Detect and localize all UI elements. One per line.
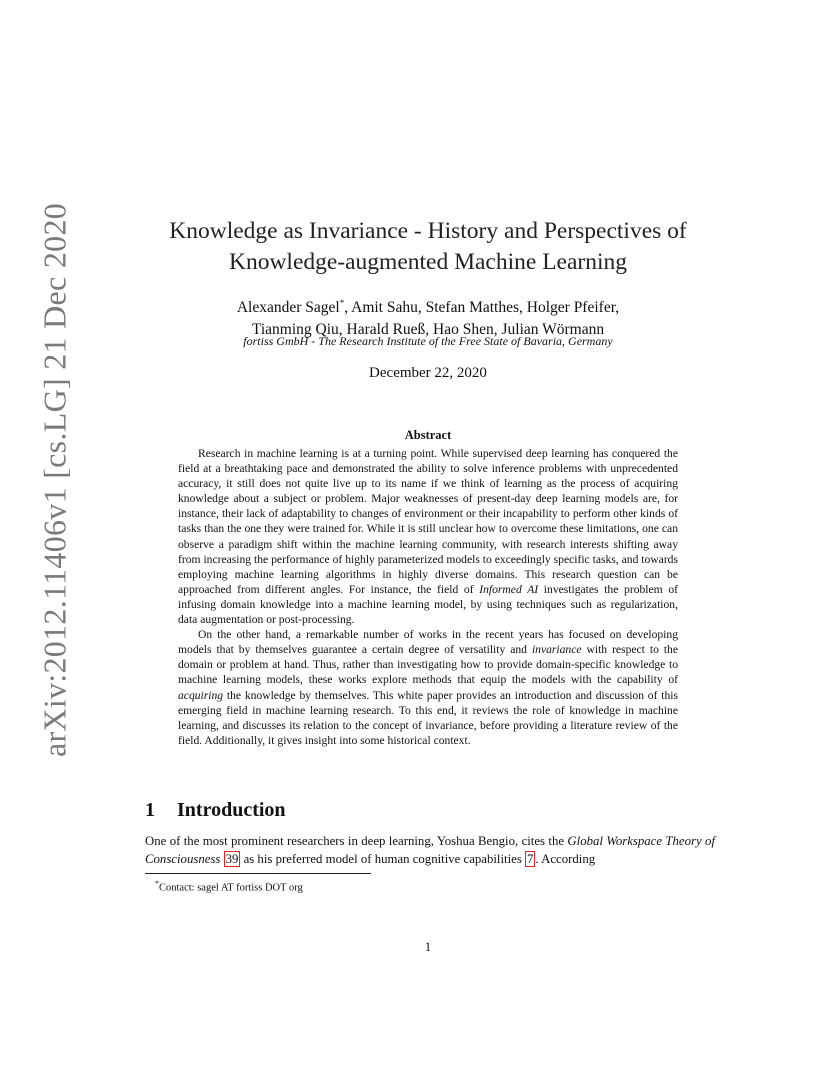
first-author: Alexander Sagel (236, 299, 340, 317)
footnote-text: Contact: sagel AT fortiss DOT org (159, 882, 303, 894)
section-number: 1 (145, 799, 155, 821)
footnote-rule (145, 873, 371, 874)
abstract-p1-emphasis: Informed AI (479, 582, 539, 596)
footnote (155, 877, 303, 896)
abstract-p2-text-a: On the other hand, a remarkable number of works in the recent years has focused on developing models that by themselves guarantee a certain degree of versatility and (178, 628, 678, 657)
citation-link[interactable]: 39 (225, 851, 239, 866)
abstract-p1-text-b: investigates the problem of infusing domain knowledge into a machine learning model, by using techniques such as regularization, data augmentation or post-processing. (178, 582, 678, 627)
author-line-2: Tianming Qiu, Harald Rueß, Hao Shen, Julian Wörmann (251, 321, 605, 339)
intro-text-d: . According (535, 851, 596, 866)
abstract-heading: Abstract (404, 428, 452, 442)
abstract-p1-text-a: Research in machine learning is at a turning point. While supervised deep learning has conquered the field at a breathtaking pace and demonstrated the ability to solve inference problems with unprecedented accuracy, it still does not quite live up to its name if we think of learning as the process of acquiring knowledge about a subject or problem. Major weaknesses of present-day deep learning models are, for instance, their lack of adaptability to changes of environment or their incapability to perform other kinds of tasks than the one they were trained for. While it is still unclear how to overcome these limitations, one can observe a paradigm shift within the machine learning community, with research interests shifting away from increasing the performance of highly parameterized models to exceedingly specific tasks, and towards employing machine learning algorithms in highly diverse domains. This research question can be approached from different angles. For instance, the field of (178, 447, 678, 596)
section-title: Introduction (177, 799, 286, 821)
paper-title (150, 216, 706, 278)
abstract-p2-emphasis-2: acquiring (178, 688, 224, 702)
intro-text-a: One of the most prominent researchers in deep learning, Yoshua Bengio, cites the (145, 834, 568, 848)
intro-paragraph (145, 833, 715, 868)
abstract-paragraph-2 (178, 627, 678, 748)
arxiv-identifier: arXiv:2012.11406v1 [cs.LG] 21 Dec 2020 (36, 202, 73, 758)
abstract-p2-text-b: with respect to the domain or problem at hand. Thus, rather than investigating how to provide domain-specific knowledge to machine learning models, these works explore methods that equip the models with the capability of (178, 643, 678, 687)
author-footnote-mark[interactable]: * (339, 298, 345, 308)
title-line-1: Knowledge as Invariance - History and Perspectives of (169, 218, 687, 244)
intro-text-c: as his preferred model of human cognitive capabilities (240, 851, 526, 866)
intro-emphasis: Global Workspace Theory of Consciousness (145, 834, 715, 866)
author-line-1 (150, 292, 706, 319)
abstract-p2-text-c: the knowledge by themselves. This white paper provides an introduction and discussion of this emerging field in machine learning research. To this end, it reviews the role of knowledge in machine learning, and discusses its relation to the concept of invariance, before providing a literature review of the field. Additionally, it gives insight into some historical context. (178, 688, 678, 747)
section-heading (145, 798, 286, 822)
page-number: 1 (424, 940, 432, 954)
abstract-p2-emphasis-1: invariance (531, 643, 582, 657)
footnote-mark: * (155, 879, 159, 888)
abstract-paragraph-1 (178, 446, 678, 627)
introduction-text (145, 833, 715, 868)
publication-date: December 22, 2020 (369, 365, 487, 381)
title-line-2: Knowledge-augmented Machine Learning (228, 249, 628, 275)
affiliation: fortiss GmbH - The Research Institute of the Free State of Bavaria, Germany (243, 334, 613, 348)
author-line-1-rest: , Amit Sahu, Stefan Matthes, Holger Pfeifer, (344, 299, 620, 317)
abstract-body (178, 446, 678, 748)
citation-link[interactable]: 7 (527, 851, 534, 866)
